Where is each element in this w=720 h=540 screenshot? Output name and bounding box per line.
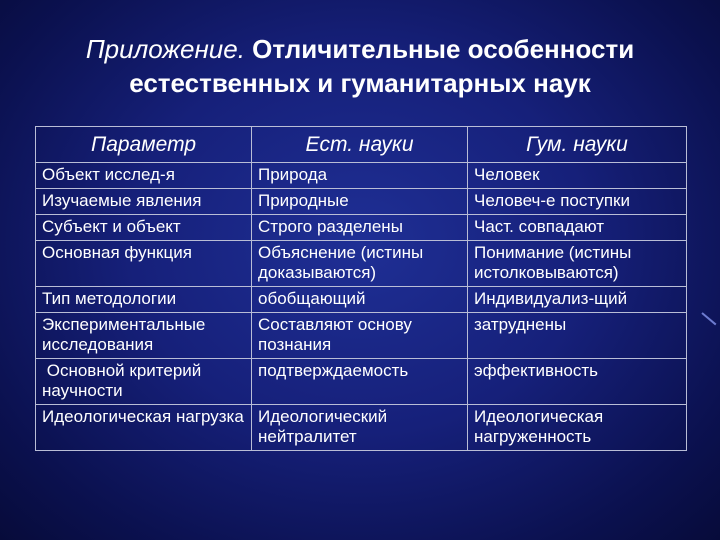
humanities-cell: эффективность bbox=[468, 359, 687, 405]
slide-title bbox=[40, 32, 680, 100]
humanities-cell: Понимание (истины истолковываются) bbox=[468, 241, 687, 287]
parameter-cell: Основная функция bbox=[36, 241, 252, 287]
header-row bbox=[36, 127, 687, 163]
natural-sciences-cell: Строго разделены bbox=[252, 215, 468, 241]
header-parameter: Параметр bbox=[36, 127, 252, 163]
title-prefix: Приложение. bbox=[85, 34, 245, 64]
table-row bbox=[36, 287, 687, 313]
humanities-cell: Част. совпадают bbox=[468, 215, 687, 241]
decorative-line bbox=[701, 312, 716, 325]
parameter-cell: Основной критерий научности bbox=[36, 359, 252, 405]
humanities-cell: затруднены bbox=[468, 313, 687, 359]
table-row bbox=[36, 405, 687, 451]
natural-sciences-cell: обобщающий bbox=[252, 287, 468, 313]
parameter-cell: Экспериментальные исследования bbox=[36, 313, 252, 359]
humanities-cell: Человек bbox=[468, 163, 687, 189]
title-text: Отличительные особенности естественных и гуманитарных наук bbox=[129, 34, 635, 98]
natural-sciences-cell: Составляют основу познания bbox=[252, 313, 468, 359]
table-row bbox=[36, 313, 687, 359]
natural-sciences-cell: Природные bbox=[252, 189, 468, 215]
header-natural-sciences: Ест. науки bbox=[252, 127, 468, 163]
humanities-cell: Идеологическая нагруженность bbox=[468, 405, 687, 451]
natural-sciences-cell: Природа bbox=[252, 163, 468, 189]
parameter-cell: Тип методологии bbox=[36, 287, 252, 313]
parameter-cell: Объект исслед-я bbox=[36, 163, 252, 189]
natural-sciences-cell: Идеологический нейтралитет bbox=[252, 405, 468, 451]
parameter-cell: Идеологическая нагрузка bbox=[36, 405, 252, 451]
parameter-cell: Изучаемые явления bbox=[36, 189, 252, 215]
natural-sciences-cell: Объяснение (истины доказываются) bbox=[252, 241, 468, 287]
comparison-table bbox=[35, 126, 687, 451]
table-row bbox=[36, 215, 687, 241]
table-row bbox=[36, 163, 687, 189]
natural-sciences-cell: подтверждаемость bbox=[252, 359, 468, 405]
parameter-cell: Субъект и объект bbox=[36, 215, 252, 241]
humanities-cell: Человеч-е поступки bbox=[468, 189, 687, 215]
header-humanities: Гум. науки bbox=[468, 127, 687, 163]
table-row bbox=[36, 241, 687, 287]
table-row bbox=[36, 359, 687, 405]
humanities-cell: Индивидуализ-щий bbox=[468, 287, 687, 313]
table-row bbox=[36, 189, 687, 215]
